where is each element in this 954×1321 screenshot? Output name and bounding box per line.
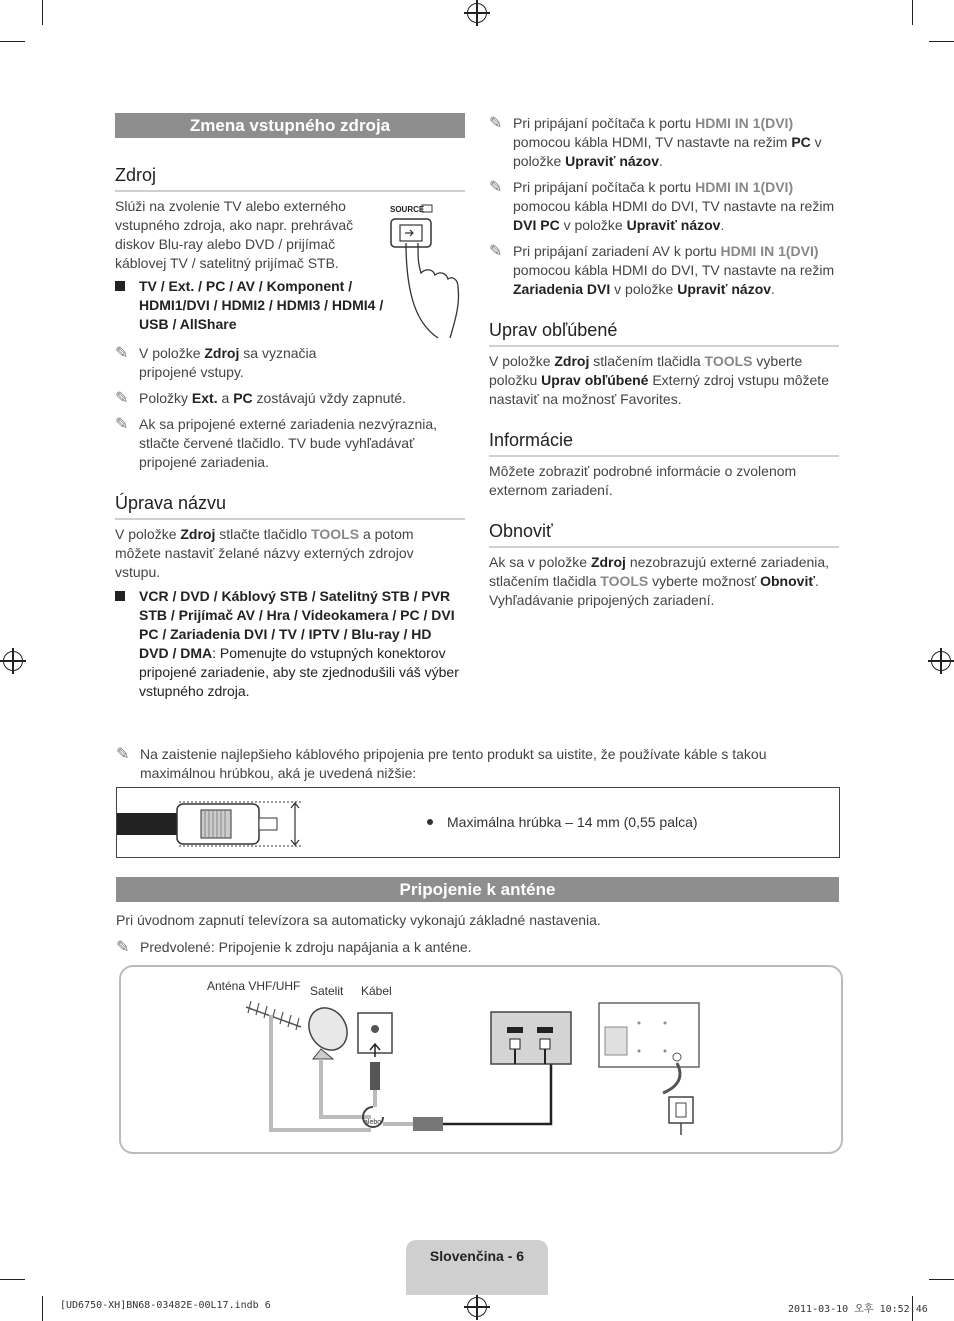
uprava-paragraph: V položke Zdroj stlačte tlačidlo TOOLS a potom môžete nastaviť želané názvy externých zdrojov vstupu.: [115, 526, 414, 580]
zdroj-bullet: TV / Ext. / PC / AV / Komponent / HDMI1/DVI / HDMI2 / HDMI3 / HDMI4 / USB / AllShare: [115, 277, 384, 334]
note-pencil-icon: ✎: [489, 115, 503, 132]
note-pencil-icon: ✎: [116, 746, 130, 763]
informacie-paragraph: Môžete zobraziť podrobné informácie o zvolenom externom zariadení.: [489, 463, 797, 498]
antenna-note: ✎ Predvolené: Pripojenie k zdroju napájania a k anténe.: [116, 939, 472, 956]
note-pencil-icon: ✎: [115, 345, 129, 362]
note-pencil-icon: ✎: [489, 243, 503, 260]
right-note-2: ✎ Pri pripájaní počítača k portu HDMI IN 1(DVI) pomocou kábla HDMI do DVI, TV nastavte na režim DVI PC v položke Upraviť názov.: [489, 179, 835, 233]
coax-connector-icon: [413, 1117, 443, 1131]
registration-mark-icon: [467, 3, 487, 23]
bullet-dot-icon: [427, 819, 433, 825]
label-vhf-uhf: Anténa VHF/UHF: [207, 979, 301, 993]
heading-uprav-oblubene: Uprav obľúbené: [489, 320, 839, 347]
bullet-square-icon: [115, 281, 125, 291]
label-alebo: alebo: [364, 1119, 382, 1126]
zdroj-note-2: ✎ Položky Ext. a PC zostávajú vždy zapnuté.: [115, 390, 406, 407]
page-label-tab: Slovenčina - 6: [406, 1240, 548, 1295]
note-pencil-icon: ✎: [115, 416, 129, 433]
registration-mark-icon: [931, 651, 951, 671]
label-satelit: Satelit: [310, 984, 344, 998]
cable-spec: Maximálna hrúbka – 14 mm (0,55 palca): [427, 813, 698, 832]
note-pencil-icon: ✎: [115, 390, 129, 407]
antenna-diagram: [119, 965, 843, 1154]
heading-uprava-nazvu: Úprava názvu: [115, 493, 465, 520]
zdroj-paragraph: Slúži na zvolenie TV alebo externého vstupného zdroja, ako napr. prehrávač diskov Blu-ray alebo DVD / prijímač káblovej TV / satelitný prijímač STB.: [115, 198, 354, 271]
cable-wall-outlet-icon: [358, 1013, 392, 1107]
heading-informacie: Informácie: [489, 430, 839, 457]
label-kabel: Kábel: [361, 984, 392, 998]
source-remote-hand-icon: [388, 203, 466, 343]
cable-thickness-box: [116, 787, 840, 858]
registration-mark-icon: [467, 1297, 487, 1317]
bullet-square-icon: [115, 591, 125, 601]
footer-file-info: [UD6750-XH]BN68-03482E-00L17.indb 6: [60, 1300, 271, 1311]
note-pencil-icon: ✎: [116, 939, 130, 956]
oblubene-paragraph: V položke Zdroj stlačením tlačidla TOOLS vyberte položku Uprav obľúbené Externý zdroj vstupu môžete nastaviť na možnosť Favorites.: [489, 353, 829, 407]
note-pencil-icon: ✎: [489, 179, 503, 196]
registration-mark-icon: [3, 651, 23, 671]
section-band-antenna: Pripojenie k anténe: [116, 877, 839, 902]
antenna-paragraph: Pri úvodnom zapnutí televízora sa automaticky vykonajú základné nastavenia.: [116, 912, 601, 928]
cable-note: ✎ Na zaistenie najlepšieho káblového pripojenia pre tento produkt sa uistite, že používate káble s takou maximálnou hrúbkou, aká je uvedená nižšie:: [116, 746, 767, 781]
right-note-1: ✎ Pri pripájaní počítača k portu HDMI IN 1(DVI) pomocou kábla HDMI, TV nastavte na režim PC v položke Upraviť názov.: [489, 115, 822, 169]
cable-plug-icon: [117, 788, 317, 857]
heading-obnovit: Obnoviť: [489, 521, 839, 548]
zdroj-note-3: ✎ Ak sa pripojené externé zariadenia nezvýraznia, stlačte červené tlačidlo. TV bude vyhľadávať pripojené zariadenia.: [115, 416, 438, 470]
footer-timestamp: 2011-03-10 오후 10:52:46: [788, 1304, 928, 1315]
source-label: SOURCE: [390, 205, 425, 214]
right-note-3: ✎ Pri pripájaní zariadení AV k portu HDMI IN 1(DVI) pomocou kábla HDMI do DVI, TV nastavte na režim Zariadenia DVI v položke Upraviť názov.: [489, 243, 835, 297]
tv-rear-icon: [599, 1003, 699, 1135]
uprava-bullet: VCR / DVD / Káblový STB / Satelitný STB / PVR STB / Prijímač AV / Hra / Videokamera / PC / DVI PC / Zariadenia DVI / TV / IPTV / Blu-ray / HD DVD / DMA: Pomenujte do vstupných konektorov pripojené zariadenie, aby ste zjednodušili váš výber vstupného zdroja.: [115, 587, 461, 701]
obnovit-paragraph: Ak sa v položke Zdroj nezobrazujú externé zariadenia, stlačením tlačidla TOOLS vyberte možnosť Obnoviť. Vyhľadávanie pripojených zariadení.: [489, 554, 830, 608]
tv-antenna-panel-icon: [491, 1012, 571, 1064]
heading-zdroj: Zdroj: [115, 165, 465, 192]
vhf-antenna-icon: [246, 1001, 371, 1130]
zdroj-note-1: ✎ V položke Zdroj sa vyznačia pripojené vstupy.: [115, 345, 317, 380]
section-band-input-source: Zmena vstupného zdroja: [115, 113, 465, 138]
